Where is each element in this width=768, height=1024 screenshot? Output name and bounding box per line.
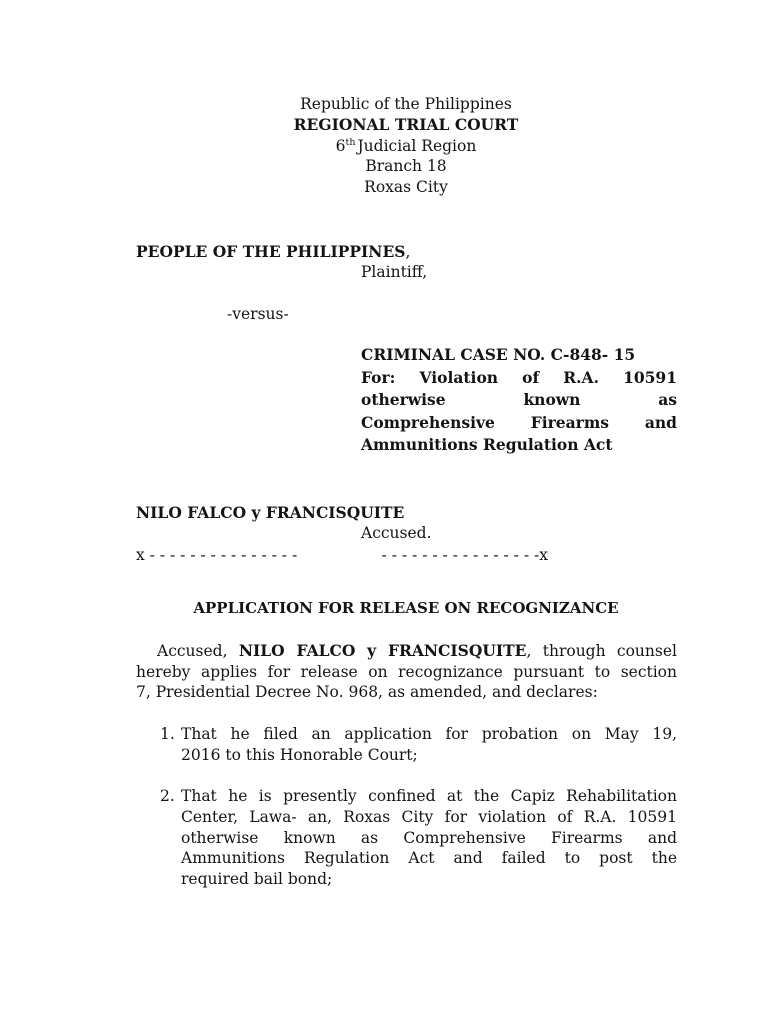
list-item-line: 2016 to this Honorable Court;: [181, 745, 418, 764]
caption-separator: [136, 545, 548, 566]
plaintiff-label: Plaintiff,: [361, 263, 428, 281]
plaintiff-name-line: [136, 241, 410, 263]
list-item-line: otherwise known as Comprehensive Firearms and: [181, 828, 677, 847]
case-line: Comprehensive Firearms and: [361, 412, 677, 432]
separator-right: - - - - - - - - - - - - - - - -x: [381, 546, 548, 564]
intro-paragraph: [136, 641, 677, 703]
intro-line-1: [136, 641, 677, 662]
intro-line1-rest: , through counsel: [526, 642, 677, 660]
list-item-number: 1.: [160, 725, 175, 743]
plaintiff-name: PEOPLE OF THE PHILIPPINES: [136, 242, 406, 261]
judicial-region-line: [206, 136, 606, 157]
list-item-line: required bail bond;: [181, 870, 333, 889]
accused-label: Accused.: [361, 524, 432, 542]
court-name: REGIONAL TRIAL COURT: [293, 114, 519, 134]
case-line: Ammunitions Regulation Act: [361, 435, 613, 455]
list-item-line: That he is presently confined at the Capiz Rehabilitation: [181, 787, 677, 805]
court-header: [206, 94, 606, 198]
region-ordinal: th: [345, 136, 356, 148]
republic-line: Republic of the Philippines: [300, 95, 512, 113]
case-details: [361, 344, 677, 457]
plaintiff-comma: ,: [405, 243, 411, 261]
region-text: Judicial Region: [357, 136, 477, 155]
case-number: CRIMINAL CASE NO. C-848- 15: [361, 345, 636, 364]
document-title: APPLICATION FOR RELEASE ON RECOGNIZANCE: [193, 599, 619, 617]
intro-accused-name: NILO FALCO y FRANCISQUITE: [238, 641, 527, 660]
region-number: 6: [335, 136, 346, 155]
intro-prefix: Accused,: [157, 642, 239, 660]
city-line: Roxas City: [364, 178, 448, 197]
list-item-number: 2.: [160, 787, 175, 805]
intro-line-3: 7, Presidential Decree No. 968, as amended, and declares:: [136, 683, 598, 702]
list-item: [160, 724, 677, 766]
case-line: For: Violation of R.A. 10591: [361, 367, 677, 387]
separator-left: x - - - - - - - - - - - - - - -: [136, 546, 298, 564]
list-item: [160, 786, 677, 890]
list-item-line: That he filed an application for probation on May 19,: [181, 725, 677, 743]
case-line: otherwise known as: [361, 390, 677, 410]
branch-line: Branch 18: [365, 157, 447, 176]
list-item-line: Center, Lawa- an, Roxas City for violation of R.A. 10591: [181, 807, 677, 826]
accused-name: NILO FALCO y FRANCISQUITE: [136, 503, 405, 522]
intro-line-2: hereby applies for release on recognizance pursuant to section: [136, 662, 677, 681]
list-item-line: Ammunitions Regulation Act and failed to post the: [181, 849, 677, 868]
versus-label: -versus-: [227, 305, 289, 323]
